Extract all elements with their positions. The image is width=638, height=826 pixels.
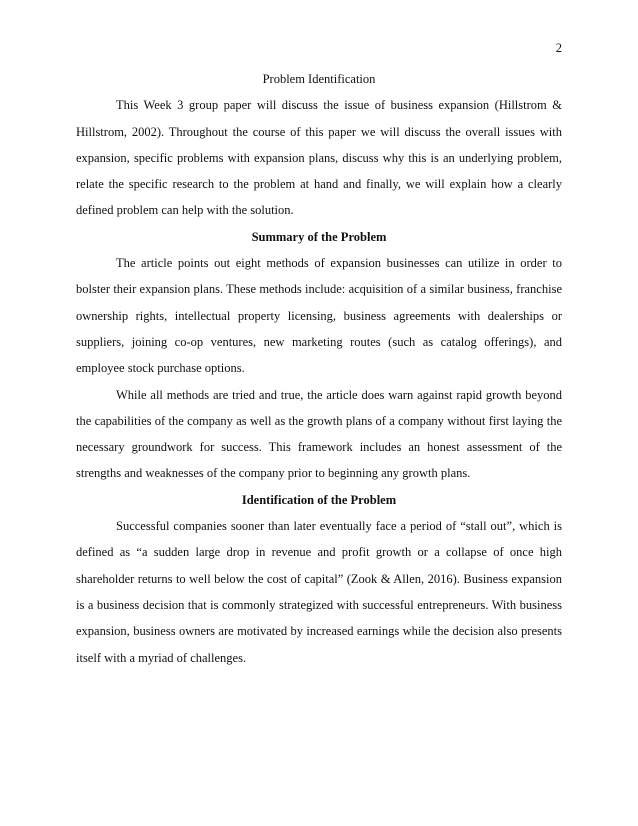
section-heading-identification: Identification of the Problem (241, 492, 397, 507)
section-heading-summary: Summary of the Problem (251, 229, 387, 244)
identification-paragraph-1: Successful companies sooner than later eventually face a period of “stall out”, which is defined as “a sudden large drop in revenue and profit growth or a collapse of once high shareholder returns to well below the cost of capital” (Zook & Allen, 2016). Business expansion is a business decision that is commonly strategized with successful entrepreneurs. With business expansion, business owners are motivated by increased earnings while the decision also presents itself with a myriad of challenges. (76, 519, 562, 665)
page-number: 2 (555, 41, 562, 55)
document-body (76, 66, 562, 671)
summary-paragraph-1: The article points out eight methods of expansion businesses can utilize in order to bolster their expansion plans. These methods include: acquisition of a similar business, franchise ownership rights, intellectual property licensing, business agreements with dealerships or suppliers, joining co-op ventures, new marketing routes (such as catalog offerings), and employee stock purchase options. (76, 256, 562, 376)
summary-paragraph-2: While all methods are tried and true, the article does warn against rapid growth beyond the capabilities of the company as well as the growth plans of a company without first laying the necessary groundwork for success. This framework includes an honest assessment of the strengths and weaknesses of the company prior to beginning any growth plans. (76, 387, 562, 481)
intro-paragraph: This Week 3 group paper will discuss the issue of business expansion (Hillstrom & Hillstrom, 2002). Throughout the course of this paper we will discuss the overall issues with expansion, specific problems with expansion plans, discuss why this is an underlying problem, relate the specific research to the problem at hand and finally, we will explain how a clearly defined problem can help with the solution. (76, 98, 562, 218)
paper-title: Problem Identification (262, 72, 376, 86)
